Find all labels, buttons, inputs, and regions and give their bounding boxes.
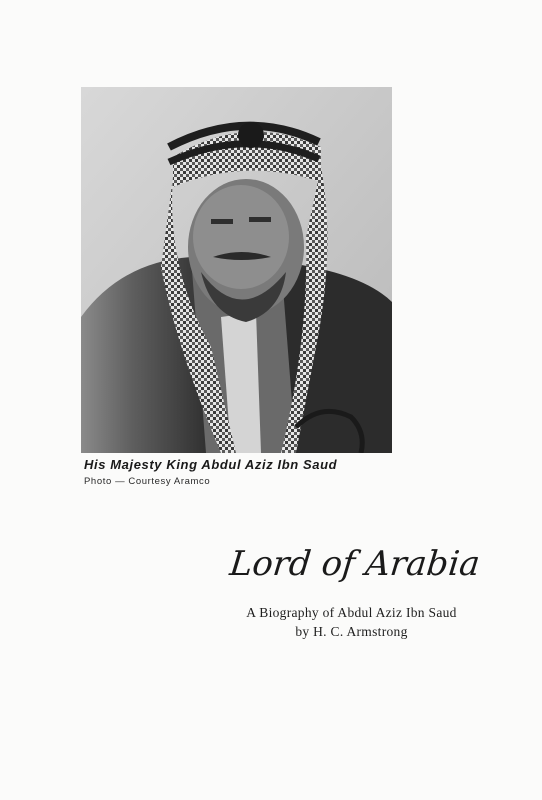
photo-caption: His Majesty King Abdul Aziz Ibn Saud [84,457,338,472]
portrait-photo [81,87,392,453]
portrait-image [81,87,392,453]
book-subtitle: A Biography of Abdul Aziz Ibn Saud [246,605,457,620]
book-title: Lord of Arabia [227,544,482,584]
photo-credit: Photo — Courtesy Aramco [84,476,211,487]
author-byline: by H. C. Armstrong [295,624,408,639]
